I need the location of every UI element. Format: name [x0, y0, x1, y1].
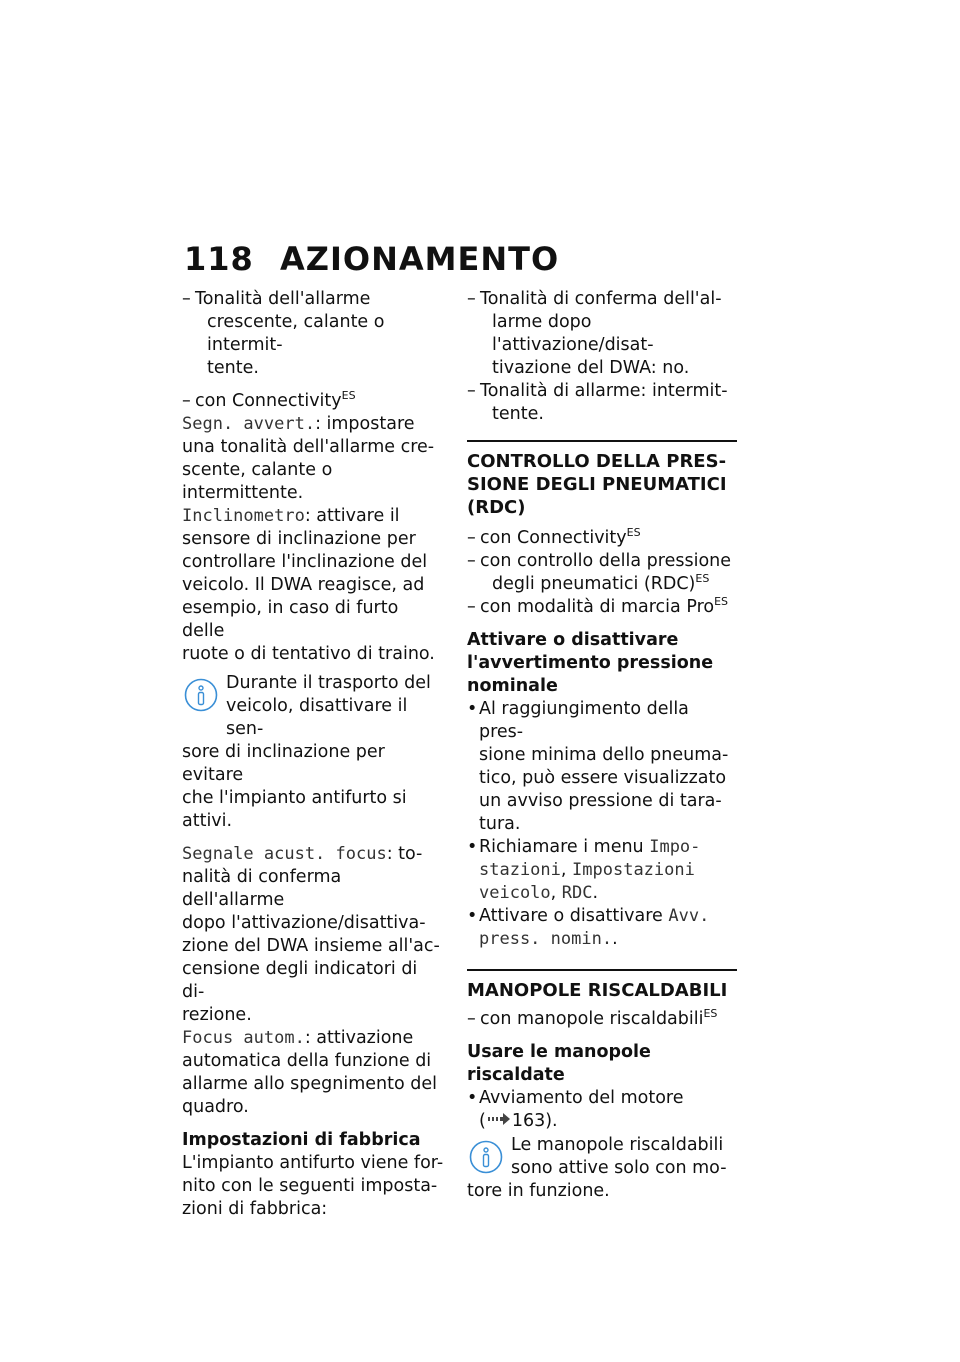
menu-term: Focus autom. — [182, 1028, 305, 1048]
bullet-item: • Al raggiungimento della pres- sione minima dello pneuma- tico, può essere visualizzato un avviso pressione di tara- tura. — [467, 698, 737, 836]
paragraph-factory: L'impianto antifurto viene for- nito con le seguenti imposta- zioni di fabbrica: — [182, 1153, 444, 1219]
equipment-tag: ES — [341, 389, 356, 402]
paragraph-focus-autom: Focus autom.: attivazione automatica della funzione di allarme allo spegnimento del quadro. — [182, 1028, 437, 1117]
left-column — [182, 288, 444, 1221]
page-reference-arrow-icon — [486, 1111, 512, 1134]
section-title-heated-grips: MANOPOLE RISCALDABILI — [467, 980, 728, 1001]
bullet-item: • Attivare o disattivare Avv. press. nomin.. — [467, 905, 737, 951]
bullet-item: • Richiamare i menu Impo- stazioni, Impostazioni veicolo, RDC. — [467, 836, 737, 905]
equipment-tag: ES — [695, 572, 710, 585]
right-column — [467, 288, 737, 1203]
menu-term: press. nomin. — [479, 929, 613, 949]
bullet-item: • Avviamento del motore ( 163). — [467, 1087, 737, 1134]
requirement-item: – con Connectivity$^{ES}$ — [182, 390, 444, 413]
info-icon — [184, 678, 218, 712]
menu-term: stazioni — [479, 860, 561, 880]
page-number: 118 — [184, 240, 254, 278]
menu-term: veicolo — [479, 883, 551, 903]
info-note: Durante il trasporto del veicolo, disattivare il sen- sore di inclinazione per evitare che l'impianto antifurto si attivi. — [182, 673, 431, 831]
equipment-tag: ES — [714, 595, 729, 608]
info-icon — [469, 1140, 503, 1174]
menu-term: Impo- — [649, 837, 701, 857]
list-item: – Tonalità di conferma dell'al- larme dopo l'attivazione/disat- tivazione del DWA: no. — [467, 288, 737, 380]
menu-term: RDC — [561, 883, 593, 903]
page-reference[interactable]: 163). — [511, 1111, 558, 1131]
list-item: – Tonalità di allarme: intermit- tente. — [467, 380, 737, 426]
requirement-item: – con Connectivity$^{ES}$ — [467, 527, 737, 550]
paragraph-inclinometro: Inclinometro: attivare il sensore di inclinazione per controllare l'inclinazione del veicolo. Il DWA reagisce, ad esempio, in caso di furto delle ruote o di tentativo di traino. — [182, 506, 435, 664]
section-title-rdc: CONTROLLO DELLA PRES- SIONE DEGLI PNEUMATICI (RDC) — [467, 451, 727, 518]
requirement-item: – con controllo della pressione degli pneumatici (RDC)$^{ES}$ — [467, 550, 737, 596]
equipment-tag: ES — [626, 526, 641, 539]
requirement-item: – con manopole riscaldabili$^{ES}$ — [467, 1008, 737, 1031]
equipment-tag: ES — [703, 1007, 718, 1020]
subheading-rdc-nominal: Attivare o disattivare l'avvertimento pressione nominale — [467, 630, 714, 696]
menu-term: Segn. avvert. — [182, 414, 316, 434]
list-item: – Tonalità dell'allarme crescente, calante o intermit- tente. — [182, 288, 444, 380]
menu-term: Avv. — [668, 906, 710, 926]
section-divider — [467, 969, 737, 971]
paragraph-segn-avvert: Segn. avvert.: impostare una tonalità dell'allarme cre- scente, calante o intermittente. — [182, 414, 435, 503]
subheading-factory-settings: Impostazioni di fabbrica — [182, 1130, 421, 1150]
page-header — [184, 240, 559, 278]
menu-term: Impostazioni — [572, 860, 695, 880]
chapter-title: AZIONAMENTO — [280, 240, 560, 278]
paragraph-segnale-acustico: Segnale acust. focus: to- nalità di conferma dell'allarme dopo l'attivazione/disattiva- zione del DWA insieme all'ac- censione degli indicatori di di- rezione. — [182, 844, 440, 1025]
section-divider — [467, 440, 737, 442]
subheading-use-heated-grips: Usare le manopole riscaldate — [467, 1042, 651, 1085]
info-note: Le manopole riscaldabili sono attive solo con mo- tore in funzione. — [467, 1135, 727, 1201]
menu-term: Inclinometro — [182, 506, 305, 526]
requirement-item: – con modalità di marcia Pro$^{ES}$ — [467, 596, 737, 619]
menu-term: Segnale acust. focus — [182, 844, 387, 864]
